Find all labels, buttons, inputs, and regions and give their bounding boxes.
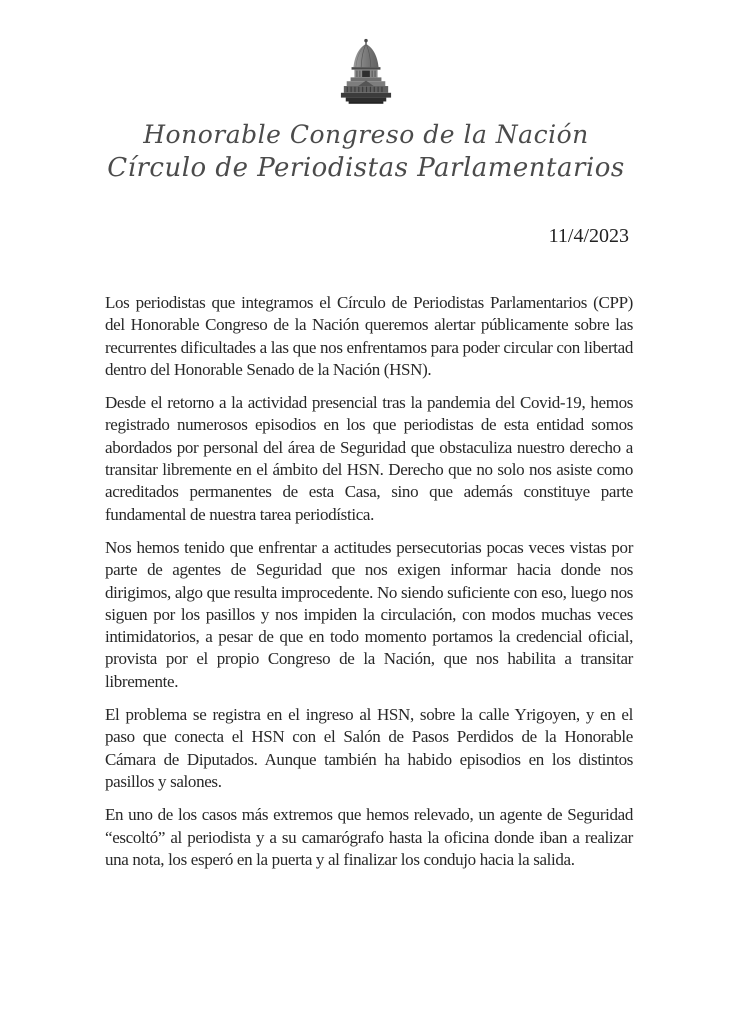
- letter-paragraph: Desde el retorno a la actividad presencial tras la pandemia del Covid-19, hemos registrado numerosos episodios en los que periodistas de esta entidad somos abordados por personal del área de Seguridad que obstaculiza nuestro derecho a transitar libremente en el ámbito del HSN. Derecho que no solo nos asiste como acreditados permanentes de esta Casa, sino que además constituye parte fundamental de nuestra tarea periodística.: [105, 393, 633, 524]
- circle-name: Círculo de Periodistas Parlamentarios: [107, 153, 625, 183]
- document-date: 11/4/2023: [548, 225, 629, 247]
- letter-paragraph: En uno de los casos más extremos que hemos relevado, un agente de Seguridad “escoltó” al periodista y a su camarógrafo hasta la oficina donde iban a realizar una nota, los esperó en la puerta y al finalizar los condujo hacia la salida.: [105, 805, 633, 869]
- organization-name: Honorable Congreso de la Nación: [143, 120, 589, 149]
- letter-paragraph: El problema se registra en el ingreso al HSN, sobre la calle Yrigoyen, y en el paso que conecta el HSN con el Salón de Pasos Perdidos de la Honorable Cámara de Diputados. Aunque también ha habido episodios en los distintos pasillos y salones.: [105, 705, 633, 791]
- letter-paragraph: Los periodistas que integramos el Círculo de Periodistas Parlamentarios (CPP) del Honorable Congreso de la Nación queremos alertar públicamente sobre las recurrentes dificultades a las que nos enfrentamos para poder circular con libertad dentro del Honorable Senado de la Nación (HSN).: [105, 293, 633, 379]
- letter-body: [105, 292, 633, 871]
- letterhead: [0, 0, 732, 183]
- congress-logo: [0, 37, 732, 105]
- letter-paragraph: Nos hemos tenido que enfrentar a actitudes persecutorias pocas veces vistas por parte de agentes de Seguridad que nos exigen informar hacia donde nos dirigimos, algo que resulta improcedente. No siendo suficiente con eso, luego nos siguen por los pasillos y nos impiden la circulación, con modos muchas veces intimidatorios, a pesar de que en todo momento portamos la credencial oficial, provista por el propio Congreso de la Nación, que nos habilita a transitar libremente.: [105, 537, 633, 691]
- congress-dome-icon: [339, 37, 393, 105]
